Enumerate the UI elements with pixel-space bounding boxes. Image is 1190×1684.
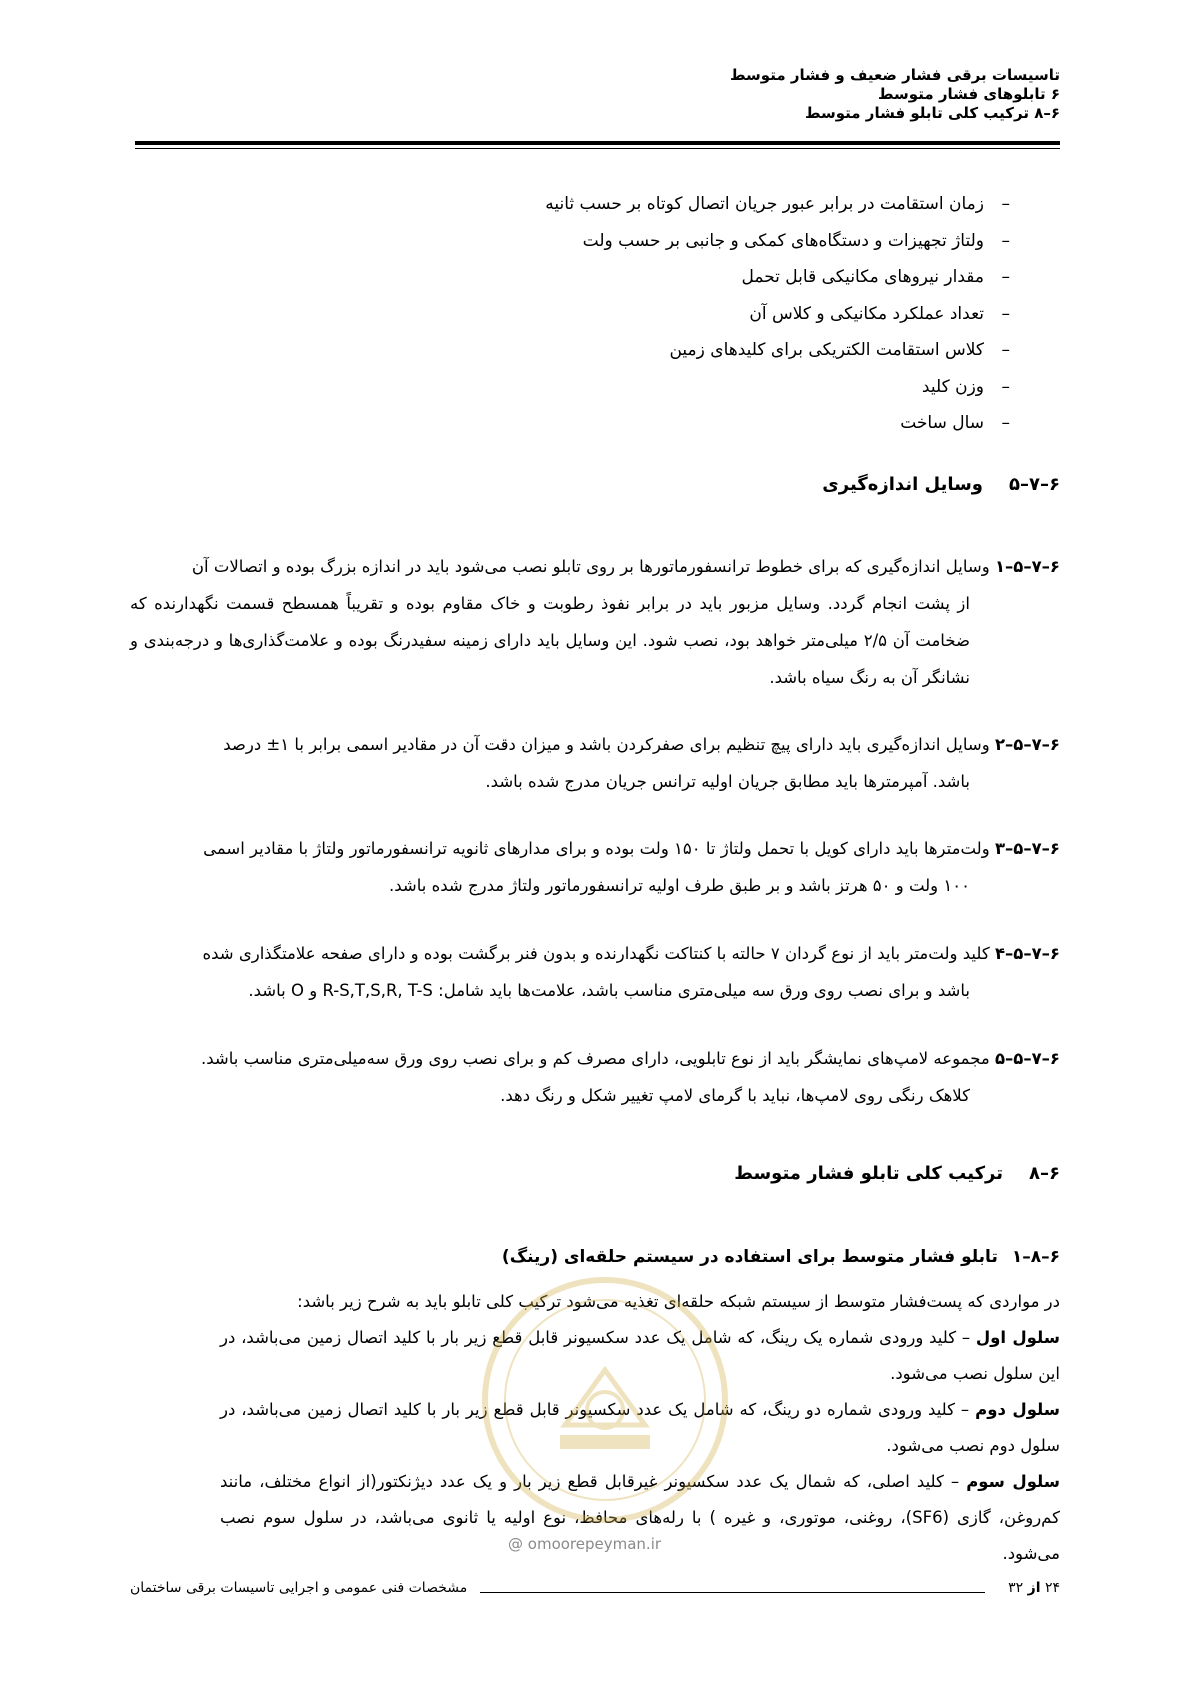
list-item: –مقدار نیروهای مکانیکی قابل تحمل [450, 259, 1010, 296]
bullet-dash: – [1001, 376, 1010, 397]
paragraph-6-7-5-2: ۶–۷–۵–۲ وسایل اندازه‌گیری باید دارای پیچ تنظیم برای صفرکردن باشد و میزان دقت آن در مقادیر اسمی برابر با ۱± درصد باشد. آمپرمترها باید مطابق جریان اولیه ترانس جریان مدرج شده باشد. [223, 735, 1060, 791]
list-item: –زمان استقامت در برابر عبور جریان اتصال کوتاه بر حسب ثانیه [450, 186, 1010, 223]
cell-1-description: سلول اول – کلید ورودی شماره یک رینگ، که شامل یک عدد سکسیونر قابل قطع زیر بار با کلید اتصال زمین می‌باشد، در این سلول نصب می‌شود. [220, 1328, 1060, 1383]
page-number: ۲۴ از ۳۲ [1008, 1580, 1060, 1596]
bullet-dash: – [1001, 267, 1010, 287]
bullet-dash: – [1001, 303, 1010, 324]
cell-label: سلول دوم [975, 1400, 1060, 1419]
cell-label: سلول سوم [966, 1472, 1061, 1491]
cell-label: سلول اول [975, 1328, 1060, 1347]
paragraph-6-7-5-4: ۶–۷–۵–۴ کلید ولت‌متر باید از نوع گردان ۷ حالته با کنتاکت نگهدارنده و بدون فنر برگشت بوده و دارای صفحه علامتگذاری شده باشد و برای نصب روی ورق سه میلی‌متری مناسب باشد، علامت‌ها باید شامل: R-S,T,S,R, T-S و O باشد. [202, 944, 1060, 1000]
header-line-2: ۶ تابلوهای فشار متوسط [877, 85, 1060, 103]
list-item: –وزن کلید [450, 369, 1010, 406]
bullet-dash: – [1001, 230, 1010, 251]
list-item: –کلاس استقامت الکتریکی برای کلیدهای زمین [450, 332, 1010, 369]
paragraph-6-7-5-5: ۶–۷–۵–۵ مجموعه لامپ‌های نمایشگر باید از نوع تابلویی، دارای مصرف کم و برای نصب روی ورق سه‌میلی‌متری مناسب باشد. کلاهک رنگی روی لامپ‌ها، نباید با گرمای لامپ تغییر شکل و رنگ دهد. [201, 1049, 1060, 1105]
section-number: ۶–۸ [1029, 1163, 1060, 1184]
bullet-dash: – [1001, 194, 1010, 214]
header-line-1: تاسیسات برقی فشار ضعیف و فشار متوسط [729, 66, 1060, 84]
list-item: –سال ساخت [450, 405, 1010, 442]
section-number: ۶–۷–۵ [1009, 474, 1060, 495]
header-rule-thick [135, 141, 1060, 145]
paragraph-number: ۶–۷–۵–۲ [994, 735, 1060, 754]
cell-2-description: سلول دوم – کلید ورودی شماره دو رینگ، که شامل یک عدد سکسیونر قابل قطع زیر بار با کلید اتصال زمین می‌باشد، در سلول دوم نصب می‌شود. [220, 1400, 1060, 1455]
bullet-dash: – [1001, 413, 1010, 433]
paragraph-number: ۶–۷–۵–۵ [994, 1049, 1060, 1068]
page-header [130, 66, 1060, 123]
watermark-logo-icon [455, 1250, 755, 1550]
paragraph-6-7-5-1: ۶–۷–۵–۱ وسایل اندازه‌گیری که برای خطوط ترانسفورماتورها بر روی تابلو نصب می‌شود باید در اندازه بزرگ بوده و اتصالات آن از پشت انجام گردد. وسایل مزبور باید در برابر نفوذ رطوبت و خاک مقاوم بوده و تقریباً همسطح قسمت نگهدارنده که ضخامت آن ۲/۵ میلی‌متر خواهد بود، نصب شود. این وسایل باید دارای زمینه سفیدرنگ بوده و علامت‌گذاری‌ها و درجه‌بندی و نشانگر آن به رنگ سیاه باشد. [130, 557, 1060, 687]
paragraph-number: ۶–۷–۵–۱ [994, 557, 1060, 576]
spec-bullet-list [450, 186, 1010, 442]
intro-text: در مواردی که پست‌فشار متوسط از سیستم شبکه حلقه‌ای تغذیه می‌شود ترکیب کلی تابلو باید به شرح زیر باشد: [297, 1292, 1060, 1311]
list-item: –ولتاژ تجهیزات و دستگاه‌های کمکی و جانبی بر حسب ولت [450, 223, 1010, 260]
subsection-title: تابلو فشار متوسط برای استفاده در سیستم حلقه‌ای (رینگ) [501, 1247, 998, 1267]
section-title: وسایل اندازه‌گیری [822, 474, 983, 495]
paragraph-number: ۶–۷–۵–۳ [994, 839, 1060, 858]
header-rule-thin [135, 148, 1060, 149]
subsection-number: ۶–۸–۱ [1011, 1247, 1060, 1267]
paragraph-number: ۶–۷–۵–۴ [994, 944, 1060, 963]
footer-rule [480, 1592, 985, 1593]
cell-3-description: سلول سوم – کلید اصلی، که شمال یک عدد سکسیونر غیرقابل قطع زیر بار و یک عدد دیژنکتور(از انواع مختلف، مانند کم‌روغن، گازی (SF6)، روغنی، موتوری، و غیره ) با رله‌های محافظ، نوع اولیه یا ثانوی می‌باشد، در سلول سوم نصب می‌شود. [220, 1472, 1061, 1563]
watermark-url: @ omoorepeyman.ir [508, 1535, 662, 1553]
list-item: –تعداد عملکرد مکانیکی و کلاس آن [450, 296, 1010, 333]
bullet-dash: – [1001, 340, 1010, 360]
section-heading-panel-composition [734, 1163, 1060, 1184]
footer-title: مشخصات فنی عمومی و اجرایی تاسیسات برقی ساختمان [130, 1580, 468, 1596]
section-title: ترکیب کلی تابلو فشار متوسط [734, 1163, 1003, 1184]
paragraph-6-7-5-3: ۶–۷–۵–۳ ولت‌مترها باید دارای کویل با تحمل ولتاژ تا ۱۵۰ ولت بوده و برای مدارهای ثانویه ترانسفورماتور ولتاژ با مقادیر اسمی ۱۰۰ ولت و ۵۰ هرتز باشد و بر طبق طرف اولیه ترانسفورماتور ولتاژ مدرج شده باشد. [203, 839, 1060, 895]
section-heading-measuring-instruments [822, 474, 1060, 495]
header-line-3: ۶–۸ ترکیب کلی تابلو فشار متوسط [804, 104, 1060, 122]
